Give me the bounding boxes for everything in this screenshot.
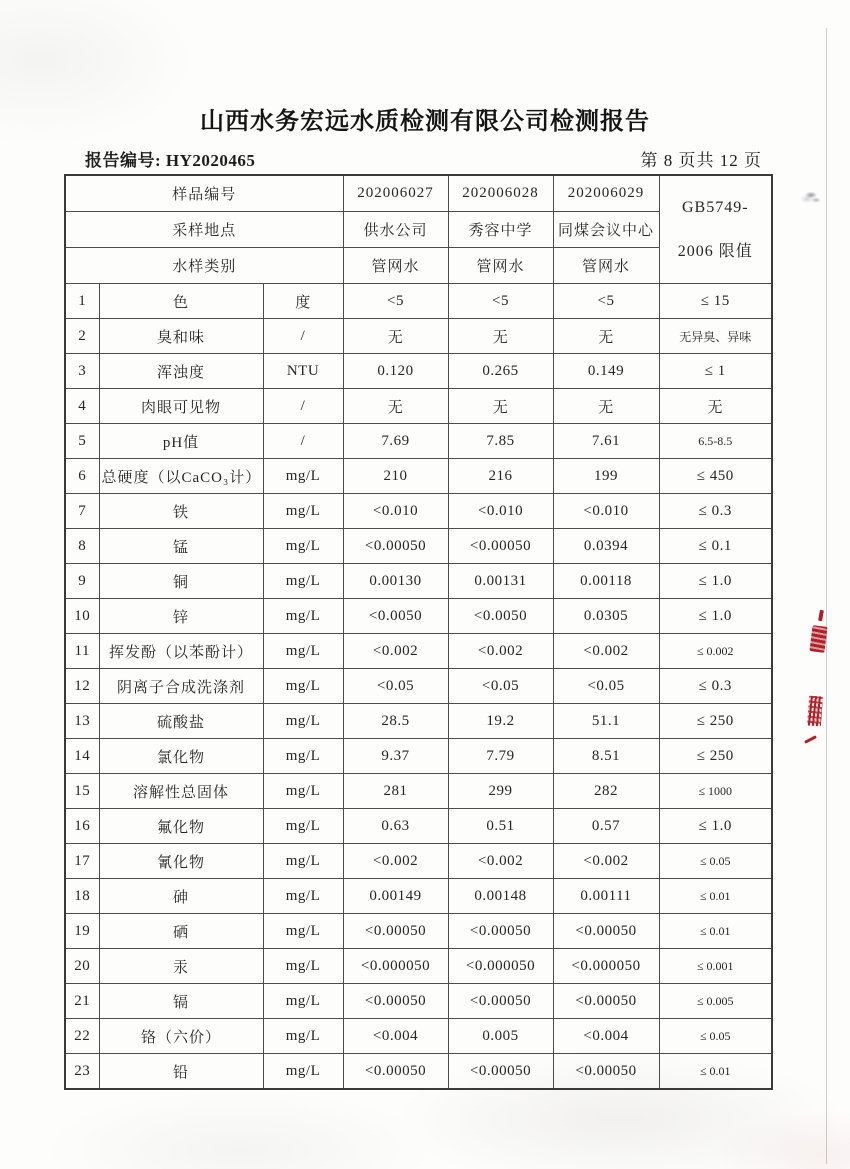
value-cell: <0.000050 bbox=[553, 949, 659, 984]
value-cell: <0.000050 bbox=[448, 949, 553, 984]
item-name-cell: 氰化物 bbox=[99, 844, 263, 879]
row-no-cell: 2 bbox=[65, 319, 99, 354]
unit-cell: mg/L bbox=[263, 844, 343, 879]
row-no-cell: 11 bbox=[65, 634, 99, 669]
limit-cell: ≤ 0.01 bbox=[659, 914, 772, 949]
value-cell: <0.0050 bbox=[343, 599, 448, 634]
limit-cell: ≤ 15 bbox=[659, 284, 772, 319]
value-cell: 0.0305 bbox=[553, 599, 659, 634]
unit-cell: mg/L bbox=[263, 704, 343, 739]
water-type-cell: 管网水 bbox=[448, 248, 553, 284]
value-cell: 0.120 bbox=[343, 354, 448, 389]
table-row bbox=[65, 319, 772, 354]
value-cell: <0.00050 bbox=[448, 529, 553, 564]
value-cell: 281 bbox=[343, 774, 448, 809]
table-row bbox=[65, 494, 772, 529]
sample-id-label-cell: 样品编号 bbox=[65, 175, 343, 212]
item-name-cell: 臭和味 bbox=[99, 319, 263, 354]
table-row bbox=[65, 809, 772, 844]
unit-cell: mg/L bbox=[263, 809, 343, 844]
unit-cell: 度 bbox=[263, 284, 343, 319]
value-cell: <0.010 bbox=[343, 494, 448, 529]
page-indicator: 第 8 页共 12 页 bbox=[640, 151, 762, 170]
item-name-cell: 肉眼可见物 bbox=[99, 389, 263, 424]
value-cell: 无 bbox=[343, 319, 448, 354]
limit-cell: ≤ 450 bbox=[659, 459, 772, 494]
value-cell: <0.002 bbox=[553, 844, 659, 879]
report-number-label: 报告编号: bbox=[85, 151, 162, 170]
value-cell: 28.5 bbox=[343, 704, 448, 739]
location-cell: 供水公司 bbox=[343, 212, 448, 248]
item-name-cell: 汞 bbox=[99, 949, 263, 984]
value-cell: 0.265 bbox=[448, 354, 553, 389]
unit-cell: mg/L bbox=[263, 529, 343, 564]
value-cell: <0.002 bbox=[343, 844, 448, 879]
value-cell: <5 bbox=[553, 284, 659, 319]
limit-standard-header-cell bbox=[659, 175, 772, 284]
row-no-cell: 20 bbox=[65, 949, 99, 984]
value-cell: 无 bbox=[343, 389, 448, 424]
table-row bbox=[65, 914, 772, 949]
value-cell: 216 bbox=[448, 459, 553, 494]
value-cell: <0.00050 bbox=[343, 1054, 448, 1090]
item-name-cell: 氯化物 bbox=[99, 739, 263, 774]
limit-cell: 无异臭、异味 bbox=[659, 319, 772, 354]
table-row bbox=[65, 704, 772, 739]
value-cell: 7.85 bbox=[448, 424, 553, 459]
item-name-cell: 阴离子合成洗涤剂 bbox=[99, 669, 263, 704]
item-name-cell: 锌 bbox=[99, 599, 263, 634]
sample-id-cell: 202006027 bbox=[343, 175, 448, 212]
row-no-cell: 21 bbox=[65, 984, 99, 1019]
row-no-cell: 18 bbox=[65, 879, 99, 914]
item-name-cell: 浑浊度 bbox=[99, 354, 263, 389]
value-cell: 51.1 bbox=[553, 704, 659, 739]
value-cell: <0.010 bbox=[448, 494, 553, 529]
item-name-cell: 砷 bbox=[99, 879, 263, 914]
water-quality-table bbox=[64, 174, 773, 1090]
paper-edge-line bbox=[826, 28, 827, 1164]
row-no-cell: 1 bbox=[65, 284, 99, 319]
value-cell: <0.05 bbox=[448, 669, 553, 704]
table-row bbox=[65, 1054, 772, 1090]
water-type-cell: 管网水 bbox=[343, 248, 448, 284]
limit-cell: ≤ 250 bbox=[659, 704, 772, 739]
value-cell: <0.00050 bbox=[553, 914, 659, 949]
limit-cell: 无 bbox=[659, 389, 772, 424]
value-cell: 0.00131 bbox=[448, 564, 553, 599]
table-row bbox=[65, 634, 772, 669]
red-seal-stroke bbox=[804, 735, 817, 744]
value-cell: 0.00148 bbox=[448, 879, 553, 914]
value-cell: 7.69 bbox=[343, 424, 448, 459]
value-cell: 7.79 bbox=[448, 739, 553, 774]
red-seal-stroke bbox=[818, 610, 824, 622]
limit-cell: ≤ 0.005 bbox=[659, 984, 772, 1019]
value-cell: 19.2 bbox=[448, 704, 553, 739]
location-label-cell: 采样地点 bbox=[65, 212, 343, 248]
red-seal-stroke bbox=[809, 625, 827, 653]
limit-cell: ≤ 0.002 bbox=[659, 634, 772, 669]
unit-cell: / bbox=[263, 389, 343, 424]
location-cell: 秀容中学 bbox=[448, 212, 553, 248]
limit-standard-line2: 2006 限值 bbox=[677, 242, 753, 260]
red-seal-fragment-top bbox=[800, 608, 836, 660]
unit-cell: mg/L bbox=[263, 774, 343, 809]
table-row bbox=[65, 844, 772, 879]
limit-cell: 6.5-8.5 bbox=[659, 424, 772, 459]
row-no-cell: 7 bbox=[65, 494, 99, 529]
value-cell: 0.63 bbox=[343, 809, 448, 844]
value-cell: <0.004 bbox=[553, 1019, 659, 1054]
table-row bbox=[65, 564, 772, 599]
limit-cell: ≤ 0.01 bbox=[659, 1054, 772, 1090]
value-cell: 无 bbox=[553, 319, 659, 354]
value-cell: 0.005 bbox=[448, 1019, 553, 1054]
value-cell: <0.00050 bbox=[343, 914, 448, 949]
table-row bbox=[65, 949, 772, 984]
table-row bbox=[65, 284, 772, 319]
item-name-cell: 氟化物 bbox=[99, 809, 263, 844]
pencil-smudge bbox=[799, 188, 825, 206]
unit-cell: mg/L bbox=[263, 739, 343, 774]
unit-cell: / bbox=[263, 319, 343, 354]
item-name-cell: 总硬度（以CaCO₃计） bbox=[99, 459, 263, 494]
unit-cell: NTU bbox=[263, 354, 343, 389]
item-name-cell: 锰 bbox=[99, 529, 263, 564]
value-cell: <0.004 bbox=[343, 1019, 448, 1054]
row-no-cell: 19 bbox=[65, 914, 99, 949]
unit-cell: mg/L bbox=[263, 879, 343, 914]
value-cell: 210 bbox=[343, 459, 448, 494]
value-cell: <0.0050 bbox=[448, 599, 553, 634]
limit-standard-line1: GB5749- bbox=[681, 198, 749, 216]
unit-cell: mg/L bbox=[263, 494, 343, 529]
table-row bbox=[65, 459, 772, 494]
limit-cell: ≤ 250 bbox=[659, 739, 772, 774]
unit-cell: mg/L bbox=[263, 634, 343, 669]
row-no-cell: 8 bbox=[65, 529, 99, 564]
limit-cell: ≤ 1 bbox=[659, 354, 772, 389]
report-number-value: HY2020465 bbox=[165, 151, 256, 170]
row-no-cell: 10 bbox=[65, 599, 99, 634]
value-cell: <0.002 bbox=[553, 634, 659, 669]
item-name-cell: 硫酸盐 bbox=[99, 704, 263, 739]
limit-cell: ≤ 1.0 bbox=[659, 809, 772, 844]
limit-cell: ≤ 0.001 bbox=[659, 949, 772, 984]
table-row bbox=[65, 669, 772, 704]
value-cell: 199 bbox=[553, 459, 659, 494]
table-row bbox=[65, 774, 772, 809]
meta-row bbox=[0, 146, 850, 170]
row-no-cell: 4 bbox=[65, 389, 99, 424]
table-row bbox=[65, 529, 772, 564]
red-seal-fragment-bottom bbox=[792, 690, 832, 750]
value-cell: 0.00118 bbox=[553, 564, 659, 599]
row-no-cell: 3 bbox=[65, 354, 99, 389]
row-no-cell: 12 bbox=[65, 669, 99, 704]
limit-cell: ≤ 0.3 bbox=[659, 669, 772, 704]
item-name-cell: 铅 bbox=[99, 1054, 263, 1090]
value-cell: <0.000050 bbox=[343, 949, 448, 984]
value-cell: <0.00050 bbox=[553, 984, 659, 1019]
table-row bbox=[65, 984, 772, 1019]
unit-cell: mg/L bbox=[263, 669, 343, 704]
value-cell: <0.002 bbox=[343, 634, 448, 669]
item-name-cell: 铜 bbox=[99, 564, 263, 599]
unit-cell: mg/L bbox=[263, 599, 343, 634]
sample-id-cell: 202006029 bbox=[553, 175, 659, 212]
item-name-cell: 硒 bbox=[99, 914, 263, 949]
row-no-cell: 15 bbox=[65, 774, 99, 809]
limit-cell: ≤ 0.1 bbox=[659, 529, 772, 564]
row-no-cell: 22 bbox=[65, 1019, 99, 1054]
item-name-cell: pH值 bbox=[99, 424, 263, 459]
value-cell: 9.37 bbox=[343, 739, 448, 774]
limit-cell: ≤ 0.05 bbox=[659, 1019, 772, 1054]
sample-id-cell: 202006028 bbox=[448, 175, 553, 212]
page-title: 山西水务宏远水质检测有限公司检测报告 bbox=[200, 108, 650, 135]
table-row bbox=[65, 354, 772, 389]
value-cell: 0.51 bbox=[448, 809, 553, 844]
value-cell: 0.00111 bbox=[553, 879, 659, 914]
row-no-cell: 16 bbox=[65, 809, 99, 844]
value-cell: <5 bbox=[343, 284, 448, 319]
item-name-cell: 挥发酚（以苯酚计） bbox=[99, 634, 263, 669]
item-name-cell: 铁 bbox=[99, 494, 263, 529]
report-number bbox=[85, 146, 255, 171]
value-cell: 7.61 bbox=[553, 424, 659, 459]
location-cell: 同煤会议中心 bbox=[553, 212, 659, 248]
value-cell: <0.00050 bbox=[448, 984, 553, 1019]
value-cell: <0.00050 bbox=[343, 984, 448, 1019]
row-no-cell: 14 bbox=[65, 739, 99, 774]
value-cell: <0.00050 bbox=[448, 914, 553, 949]
value-cell: <0.00050 bbox=[553, 1054, 659, 1090]
unit-cell: mg/L bbox=[263, 984, 343, 1019]
table-row bbox=[65, 389, 772, 424]
row-no-cell: 6 bbox=[65, 459, 99, 494]
unit-cell: mg/L bbox=[263, 914, 343, 949]
unit-cell: mg/L bbox=[263, 1019, 343, 1054]
unit-cell: mg/L bbox=[263, 949, 343, 984]
row-no-cell: 13 bbox=[65, 704, 99, 739]
red-seal-stroke bbox=[807, 696, 823, 727]
water-type-label-cell: 水样类别 bbox=[65, 248, 343, 284]
unit-cell: mg/L bbox=[263, 564, 343, 599]
unit-cell: mg/L bbox=[263, 459, 343, 494]
table-row bbox=[65, 739, 772, 774]
limit-cell: ≤ 0.05 bbox=[659, 844, 772, 879]
value-cell: 无 bbox=[448, 389, 553, 424]
value-cell: 0.00130 bbox=[343, 564, 448, 599]
unit-cell: mg/L bbox=[263, 1054, 343, 1090]
value-cell: 282 bbox=[553, 774, 659, 809]
item-name-cell: 溶解性总固体 bbox=[99, 774, 263, 809]
value-cell: <0.05 bbox=[343, 669, 448, 704]
row-no-cell: 9 bbox=[65, 564, 99, 599]
table-row bbox=[65, 879, 772, 914]
value-cell: 0.149 bbox=[553, 354, 659, 389]
value-cell: <0.00050 bbox=[343, 529, 448, 564]
value-cell: 0.57 bbox=[553, 809, 659, 844]
item-name-cell: 色 bbox=[99, 284, 263, 319]
water-type-cell: 管网水 bbox=[553, 248, 659, 284]
value-cell: <0.00050 bbox=[448, 1054, 553, 1090]
limit-cell: ≤ 0.3 bbox=[659, 494, 772, 529]
value-cell: <5 bbox=[448, 284, 553, 319]
unit-cell: / bbox=[263, 424, 343, 459]
limit-cell: ≤ 1.0 bbox=[659, 599, 772, 634]
value-cell: <0.05 bbox=[553, 669, 659, 704]
limit-cell: ≤ 0.01 bbox=[659, 879, 772, 914]
value-cell: 8.51 bbox=[553, 739, 659, 774]
results-tbody bbox=[65, 175, 772, 1089]
value-cell: <0.010 bbox=[553, 494, 659, 529]
table-row bbox=[65, 599, 772, 634]
value-cell: 无 bbox=[448, 319, 553, 354]
value-cell: <0.002 bbox=[448, 634, 553, 669]
limit-cell: ≤ 1.0 bbox=[659, 564, 772, 599]
limit-cell: ≤ 1000 bbox=[659, 774, 772, 809]
row-no-cell: 5 bbox=[65, 424, 99, 459]
value-cell: 0.00149 bbox=[343, 879, 448, 914]
item-name-cell: 镉 bbox=[99, 984, 263, 1019]
table-row bbox=[65, 424, 772, 459]
table-row bbox=[65, 1019, 772, 1054]
value-cell: 0.0394 bbox=[553, 529, 659, 564]
value-cell: 无 bbox=[553, 389, 659, 424]
value-cell: <0.002 bbox=[448, 844, 553, 879]
header-row-sample-id bbox=[65, 175, 772, 212]
item-name-cell: 铬（六价） bbox=[99, 1019, 263, 1054]
value-cell: 299 bbox=[448, 774, 553, 809]
row-no-cell: 23 bbox=[65, 1054, 99, 1090]
row-no-cell: 17 bbox=[65, 844, 99, 879]
